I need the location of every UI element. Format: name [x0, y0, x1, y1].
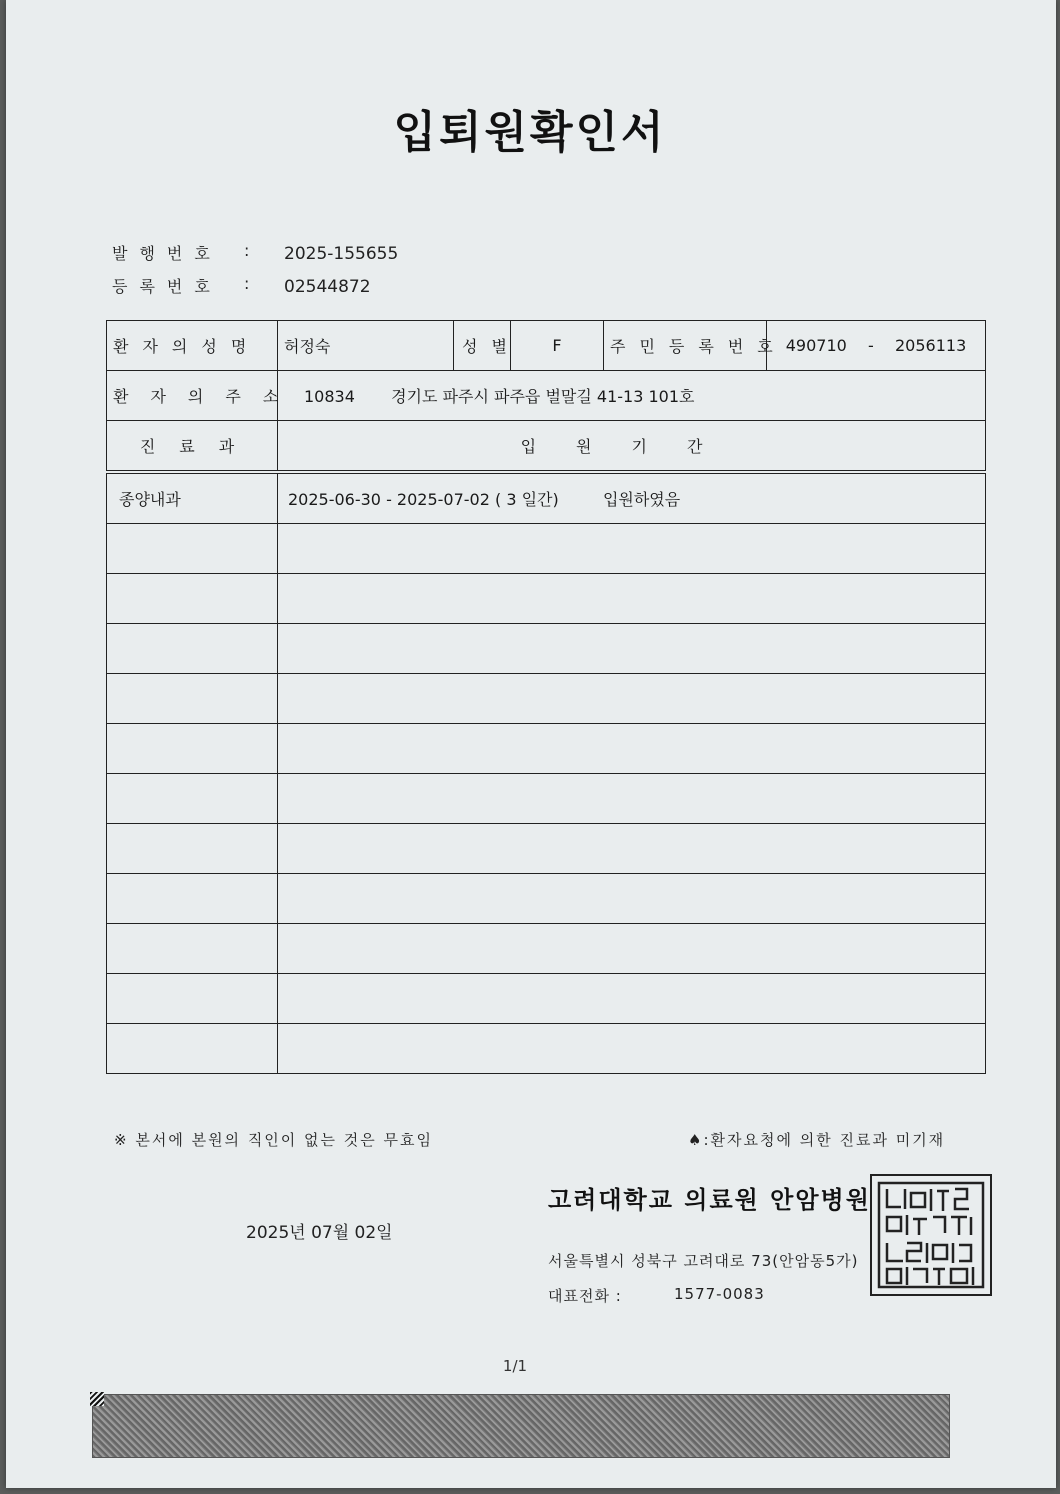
empty-period-cell: [278, 924, 986, 974]
empty-row: [107, 674, 986, 724]
empty-department-cell: [107, 674, 278, 724]
empty-period-cell: [278, 824, 986, 874]
rrn-back: 2056113: [895, 336, 967, 355]
hospital-name: 고려대학교 의료원 안암병원: [548, 1186, 871, 1214]
address-text: 경기도 파주시 파주읍 벌말길 41-13 101호: [391, 387, 695, 406]
patient-address-label: 환자의주소: [107, 371, 278, 421]
empty-period-cell: [278, 974, 986, 1024]
record-row: [107, 472, 986, 524]
empty-department-cell: [107, 724, 278, 774]
empty-period-cell: [278, 724, 986, 774]
admission-period-header: 입원기간: [278, 421, 986, 473]
postal-code: 10834: [304, 387, 355, 406]
empty-department-cell: [107, 624, 278, 674]
hospital-seal: [870, 1174, 992, 1296]
seal-pattern-icon: [875, 1179, 987, 1291]
admission-status: 입원하였음: [602, 490, 681, 509]
empty-period-cell: [278, 624, 986, 674]
empty-row: [107, 874, 986, 924]
empty-period-cell: [278, 574, 986, 624]
empty-department-cell: [107, 924, 278, 974]
patient-address-value: [278, 371, 986, 421]
admission-table: [106, 320, 986, 1074]
empty-period-cell: [278, 674, 986, 724]
phone-label: 대표전화 :: [548, 1287, 622, 1305]
validity-notice: ※ 본서에 본원의 직인이 없는 것은 무효임: [114, 1131, 434, 1149]
rrn-front: 490710: [785, 336, 847, 355]
empty-period-cell: [278, 874, 986, 924]
department-header: 진료과: [107, 421, 278, 473]
empty-row: [107, 924, 986, 974]
empty-row: [107, 974, 986, 1024]
issue-number-value: 2025-155655: [284, 244, 399, 264]
empty-department-cell: [107, 524, 278, 574]
empty-row: [107, 574, 986, 624]
empty-row: [107, 1024, 986, 1074]
document-title: 입퇴원확인서: [393, 107, 667, 158]
empty-department-cell: [107, 774, 278, 824]
empty-rows: [107, 524, 986, 1074]
barcode-corner-mark: [90, 1392, 104, 1406]
patient-name-label: 환자의성명: [107, 321, 278, 371]
omission-notice: ♠:환자요청에 의한 진료과 미기재: [688, 1131, 946, 1149]
issue-date: 2025년 07월 02일: [246, 1223, 393, 1243]
period-dates: 2025-06-30 - 2025-07-02 ( 3 일간): [288, 490, 559, 509]
empty-department-cell: [107, 824, 278, 874]
empty-period-cell: [278, 1024, 986, 1074]
empty-department-cell: [107, 974, 278, 1024]
patient-name-row: [107, 321, 986, 371]
patient-address-row: [107, 371, 986, 421]
page-number: 1/1: [502, 1357, 528, 1375]
sex-value: F: [511, 321, 604, 371]
empty-period-cell: [278, 524, 986, 574]
registration-number-label: 등록번호: [112, 277, 222, 296]
empty-row: [107, 724, 986, 774]
issue-number-colon: :: [244, 241, 250, 260]
rrn-dash: -: [868, 336, 874, 355]
sex-label: 성별: [454, 321, 511, 371]
empty-row: [107, 624, 986, 674]
empty-row: [107, 824, 986, 874]
patient-name-value: 허정숙: [278, 321, 454, 371]
phone-value: 1577-0083: [674, 1285, 765, 1303]
security-barcode-strip: [92, 1394, 950, 1458]
admission-period-value: [278, 472, 986, 524]
rrn-label: 주민등록번호: [604, 321, 767, 371]
column-header-row: [107, 421, 986, 473]
empty-period-cell: [278, 774, 986, 824]
hospital-address: 서울특별시 성북구 고려대로 73(안암동5가): [548, 1252, 859, 1270]
department-value: 종양내과: [107, 472, 278, 524]
issue-number-label: 발행번호: [112, 244, 222, 263]
empty-department-cell: [107, 874, 278, 924]
empty-department-cell: [107, 1024, 278, 1074]
empty-row: [107, 774, 986, 824]
registration-number-colon: :: [244, 274, 250, 293]
registration-number-value: 02544872: [284, 277, 371, 297]
empty-department-cell: [107, 574, 278, 624]
rrn-value: [767, 321, 986, 371]
empty-row: [107, 524, 986, 574]
